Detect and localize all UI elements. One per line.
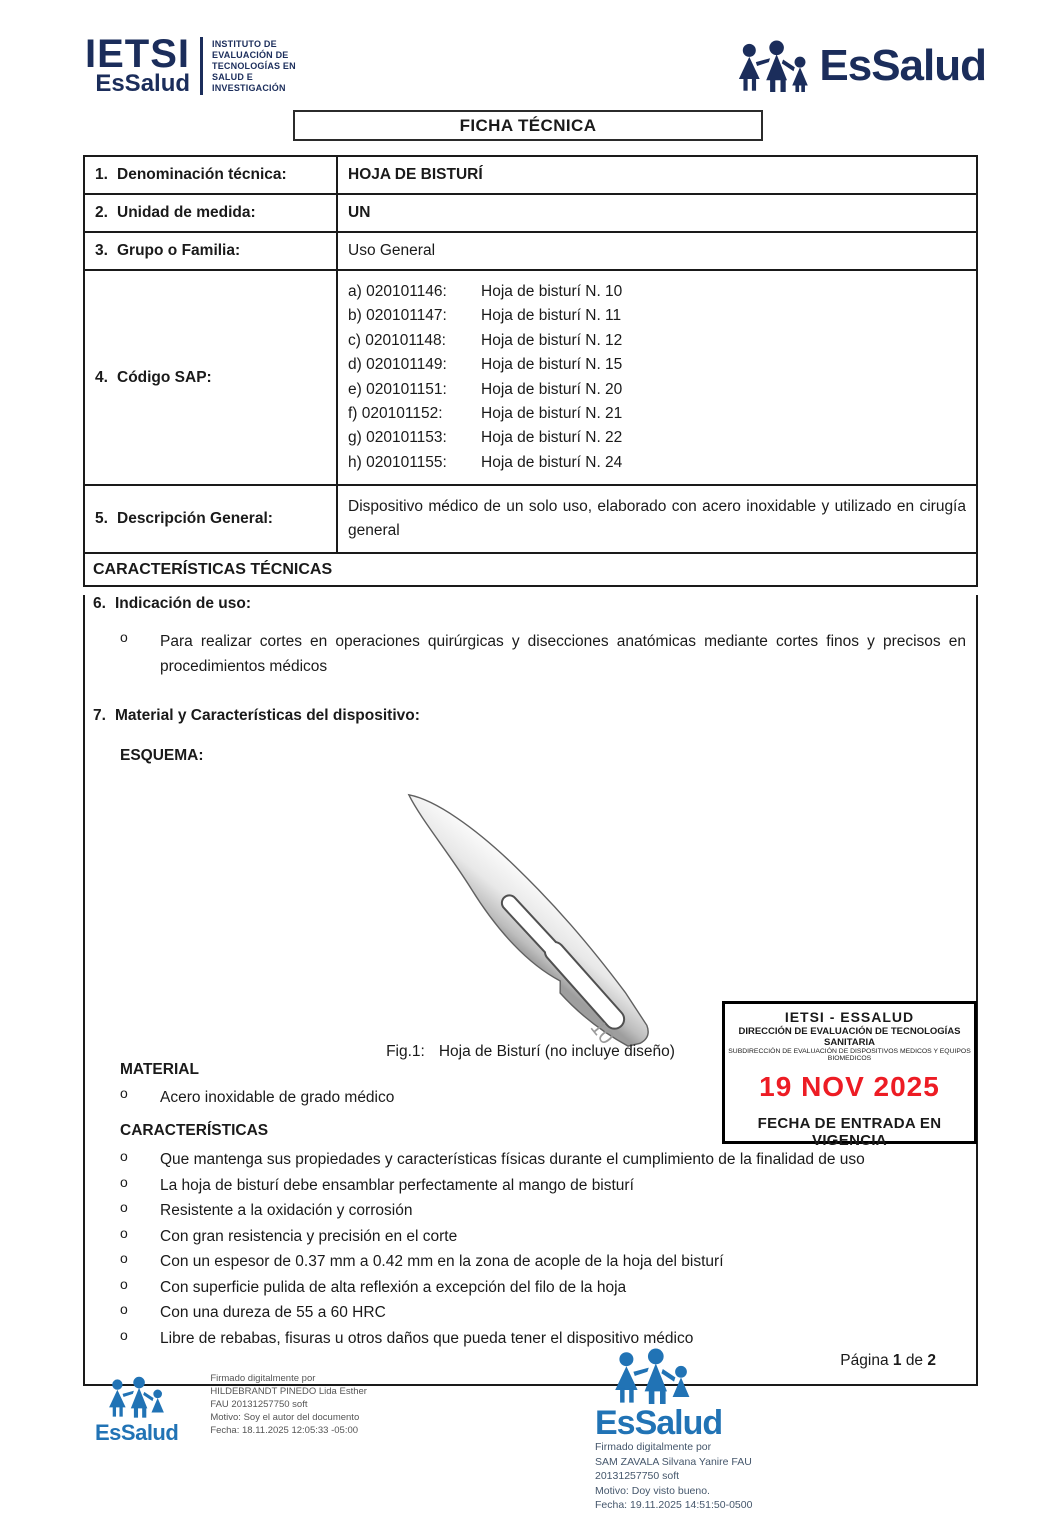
bullet-marker: o [120,1173,128,1190]
sap-name: Hoja de bisturí N. 10 [481,283,623,300]
sap-code: c) 020101148: [348,331,446,349]
material-heading: MATERIAL [120,1061,199,1079]
bullet-text: Resistente a la oxidación y corrosión [160,1202,413,1220]
blade-number: 10 [585,1016,619,1050]
sap-name: Hoja de bisturí N. 20 [481,380,623,398]
essalud-logo-word: EsSalud [95,1420,179,1445]
signature-line: Firmado digitalmente por [595,1441,712,1453]
heading-text: Material y Características del dispositivo: [114,707,420,725]
figure-caption-text: Hoja de Bisturí (no incluye diseño) [438,1043,675,1061]
bullet-marker: o [120,1326,128,1343]
technical-characteristics-box [83,595,978,1386]
stamp-direccion: DIRECCIÓN DE EVALUACIÓN DE TECNOLOGÍAS SANITARIA [738,1026,961,1049]
row-value-cell: Dispositivo médico de un solo uso, elaborado con acero inoxidable y utilizado en cirugía general [337,485,977,553]
figure-label: Fig.1: [386,1043,425,1061]
table-row-descripcion [84,485,977,553]
family-icon [609,1348,697,1404]
sap-name: Hoja de bisturí N. 24 [481,453,623,471]
spec-table [83,155,978,554]
ietsi-logo-description [212,39,296,94]
signature-block-center [595,1348,752,1513]
list-item [120,1276,966,1301]
bullet-marker: o [120,1250,128,1267]
bullet-text: Con una dureza de 55 a 60 HRC [160,1304,386,1322]
essalud-logo-word: EsSalud [819,41,986,90]
row-value-cell: HOJA DE BISTURÍ [337,156,977,194]
bullet-text: La hoja de bisturí debe ensamblar perfectamente al mango de bisturí [160,1176,634,1194]
table-row-unidad [84,194,977,232]
vigencia-stamp [722,1001,977,1150]
row-label: Denominación técnica: [117,166,287,183]
stamp-date: 19 NOV 2025 [759,1071,940,1103]
table-row-denominacion [84,156,977,194]
sap-code: g) 020101153: [348,429,447,447]
row-label-cell [84,232,337,270]
table-row-codigo-sap [84,270,977,485]
signature-line: HILDEBRANDT PINEDO Lida Esther [210,1386,367,1397]
sap-item [348,280,966,304]
list-item [120,1199,966,1224]
heading-number: 7. [93,707,106,725]
list-item [120,1148,966,1173]
bullet-text: Acero inoxidable de grado médico [160,1089,395,1107]
signature-text [210,1372,367,1437]
main-content [83,155,978,1386]
sap-item [348,329,966,353]
sap-code: a) 020101146: [348,283,447,300]
family-icon [735,40,813,92]
row-label-cell [84,194,337,232]
sap-code: h) 020101155: [348,453,447,471]
page-current: 1 [892,1352,902,1369]
sap-list-cell [337,270,977,485]
section-header-caracteristicas-tecnicas: CARACTERÍSTICAS TÉCNICAS [83,554,978,587]
sap-name: Hoja de bisturí N. 21 [481,405,623,423]
bullet-marker: o [120,629,128,646]
list-item [120,1327,966,1352]
row-label-cell [84,156,337,194]
row-label: Descripción General: [117,510,273,528]
row-value-cell: Uso General [337,232,977,270]
sap-name: Hoja de bisturí N. 12 [481,331,623,349]
essalud-logo [735,40,986,92]
sap-item [348,451,966,475]
bullet-text: Con superficie pulida de alta reflexión a excepción del filo de la hoja [160,1278,627,1296]
signature-line: Motivo: Doy visto bueno. [595,1484,710,1497]
ietsi-desc-line: INSTITUTO DE [212,38,277,49]
stamp-subdireccion: SUBDIRECCIÓN DE EVALUACIÓN DE DISPOSITIVOS MEDICOS Y EQUIPOS BIOMEDICOS [728,1048,971,1063]
signature-text [595,1440,752,1513]
row-number: 5. [95,510,108,528]
sap-item [348,353,966,377]
ietsi-logo [85,32,296,97]
document-title-box [293,110,763,141]
list-item [120,1225,966,1250]
sap-item [348,304,966,328]
stamp-vigencia-label: FECHA DE ENTRADA EN VIGENCIA [757,1115,942,1150]
bullet-text: Para realizar cortes en operaciones quirúrgicas y disecciones anatómicas mediante cortes finos y precisos en procedimientos médicos [160,633,966,676]
signature-line: 20131257750 soft [595,1470,680,1482]
signature-line: SAM ZAVALA Silvana Yanire FAU [595,1455,752,1468]
signature-line: Firmado digitalmente por [210,1373,316,1384]
caracteristicas-heading: CARACTERÍSTICAS [120,1122,269,1140]
ietsi-desc-line: EVALUACIÓN DE [212,49,289,60]
page-number [840,1352,936,1370]
essalud-footer-logo-left [95,1376,178,1443]
sap-name: Hoja de bisturí N. 22 [481,429,623,447]
ietsi-logo-wordmark [85,32,191,97]
indication-bullet [120,629,966,679]
ietsi-logo-title: IETSI [85,32,191,76]
row-number: 3. [95,242,108,259]
bullet-marker: o [120,1275,128,1292]
bullet-marker: o [120,1148,128,1165]
ietsi-logo-subtitle: EsSalud [95,70,191,97]
heading-number: 6. [93,595,106,613]
sap-item [348,378,966,402]
signature-line: FAU 20131257750 soft [210,1399,308,1410]
heading-material-y-caracteristicas [93,707,966,725]
page-label: Página [840,1352,889,1369]
sap-code: e) 020101151: [348,380,447,398]
bullet-marker: o [120,1085,128,1102]
bullet-text: Con gran resistencia y precisión en el corte [160,1227,458,1245]
sap-code: b) 020101147: [348,307,447,325]
row-number: 2. [95,204,108,221]
page-of: de [905,1352,924,1369]
logo-divider [200,37,203,95]
signature-block-left [95,1372,367,1443]
list-item [120,1250,966,1275]
row-label: Unidad de medida: [117,204,256,221]
sap-item [348,402,966,426]
bullet-text: Que mantenga sus propiedades y características físicas durante el cumplimiento de la finalidad de uso [160,1151,865,1169]
row-label-cell [84,485,337,553]
essalud-footer-logo-center [609,1348,752,1409]
row-label: Grupo o Familia: [117,242,241,259]
signature-line: Fecha: 18.11.2025 12:05:33 -05:00 [210,1425,359,1436]
essalud-logo-word: EsSalud [595,1404,723,1442]
page-total: 2 [927,1352,936,1369]
sap-name: Hoja de bisturí N. 15 [481,356,623,374]
signature-line: Motivo: Soy el autor del documento [210,1412,360,1423]
heading-text: Indicación de uso: [114,595,252,613]
sap-item [348,426,966,450]
bullet-text: Con un espesor de 0.37 mm a 0.42 mm en la zona de acople de la hoja del bisturí [160,1253,724,1271]
ietsi-desc-line: SALUD E [212,71,253,82]
list-item [120,1174,966,1199]
ietsi-desc-line: INVESTIGACIÓN [212,82,286,93]
stamp-org: IETSI - ESSALUD [784,1009,915,1026]
row-number: 4. [95,368,108,386]
document-title: FICHA TÉCNICA [459,115,597,135]
sap-name: Hoja de bisturí N. 11 [481,307,622,325]
caracteristicas-list [95,1148,966,1351]
family-icon [106,1376,168,1418]
heading-indicacion-de-uso [93,595,966,613]
row-value-cell: UN [337,194,977,232]
table-row-grupo [84,232,977,270]
list-item [120,1301,966,1326]
row-label-cell [84,270,337,485]
sap-code: d) 020101149: [348,356,447,374]
sap-code: f) 020101152: [348,405,443,423]
esquema-label: ESQUEMA: [120,747,204,765]
signature-line: Fecha: 19.11.2025 14:51:50-0500 [595,1499,753,1511]
bullet-marker: o [120,1199,128,1216]
row-label: Código SAP: [117,368,212,386]
bullet-text: Libre de rebabas, fisuras u otros daños que pueda tener el dispositivo médico [160,1329,694,1347]
row-number: 1. [95,166,108,183]
ietsi-desc-line: TECNOLOGÍAS EN [212,60,296,71]
bullet-marker: o [120,1301,128,1318]
bullet-marker: o [120,1224,128,1241]
